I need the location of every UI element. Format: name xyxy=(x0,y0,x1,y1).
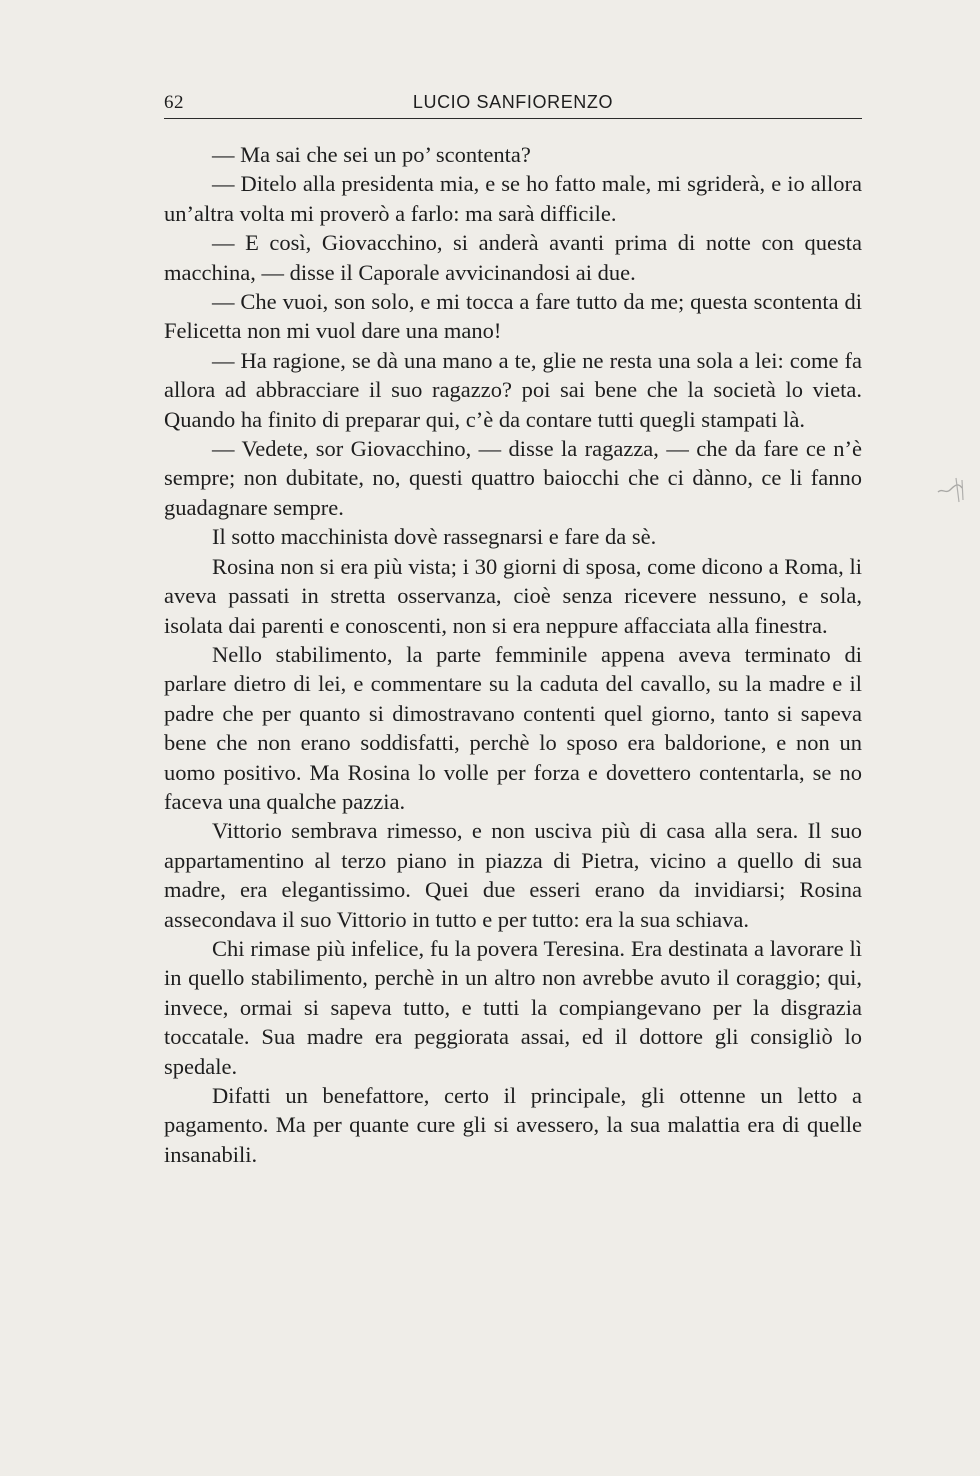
paragraph: — Ha ragione, se dà una mano a te, glie ne resta una sola a lei: come fa allora ad abbracciare il suo ragazzo? poi sai bene che la società lo vieta. Quando ha finito di preparar qui, c’è da contare tutti quegli stampati là. xyxy=(164,347,862,432)
page-number: 62 xyxy=(164,92,184,113)
paragraph: Chi rimase più infelice, fu la povera Teresina. Era destinata a lavorare lì in quello stabilimento, perchè in un altro non avrebbe avuto il coraggio; qui, invece, ormai si sapeva tutto, e tutti la compiangevano per la disgrazia toccatale. Sua madre era peggiorata assai, ed il dottore gli consigliò lo spedale. xyxy=(164,935,862,1079)
body-text xyxy=(164,140,862,1169)
header-rule xyxy=(164,118,862,119)
paragraph: Rosina non si era più vista; i 30 giorni di sposa, come dicono a Roma, li aveva passati in stretta osservanza, cioè senza ricevere nessuno, e sola, isolata dai parenti e conoscenti, non si era neppure affacciata alla finestra. xyxy=(164,553,862,638)
paragraph: Il sotto macchinista dovè rassegnarsi e fare da sè. xyxy=(212,524,657,550)
paragraph: Difatti un benefattore, certo il principale, gli ottenne un letto a pagamento. Ma per quante cure gli si avessero, la sua malattia era di quelle insanabili. xyxy=(164,1083,862,1167)
paragraph: — Vedete, sor Giovacchino, — disse la ragazza, — che da fare ce n’è sempre; non dubitate, no, questi quattro baiocchi che ci dànno, ce li fanno guadagnare sempre. xyxy=(164,436,862,520)
paragraph: Vittorio sembrava rimesso, e non usciva più di casa alla sera. Il suo appartamentino al terzo piano in piazza di Pietra, vicino a quello di sua madre, era elegantissimo. Quei due esseri erano da invidiarsi; Rosina assecondava il suo Vittorio in tutto e per tutto: era la sua schiava. xyxy=(164,818,862,932)
paragraph: — Ditelo alla presidenta mia, e se ho fatto male, mi sgriderà, e io allora un’altra volta mi proverò a farlo: ma sarà difficile. xyxy=(164,171,862,226)
paragraph: — E così, Giovacchino, si anderà avanti prima di notte con questa macchina, — disse il Caporale avvicinandosi ai due. xyxy=(164,230,862,285)
paragraph: Nello stabilimento, la parte femminile appena aveva terminato di parlare dietro di lei, e commentare su la caduta del cavallo, su la madre e il padre che per quanto si dimostravano contenti quel giorno, tanto si sapeva bene che non erano soddisfatti, perchè lo sposo era baldorione, e non un uomo positivo. Ma Rosina lo volle per forza e dovettero contentarla, se no faceva una qualche pazzia. xyxy=(164,641,862,814)
paragraph: — Che vuoi, son solo, e mi tocca a fare tutto da me; questa scontenta di Felicetta non mi vuol dare una mano! xyxy=(164,289,862,344)
ink-smudge-mark xyxy=(932,470,972,510)
running-title: LUCIO SANFIORENZO xyxy=(412,92,614,112)
paragraph: — Ma sai che sei un po’ scontenta? xyxy=(212,142,531,167)
running-head xyxy=(164,88,862,118)
